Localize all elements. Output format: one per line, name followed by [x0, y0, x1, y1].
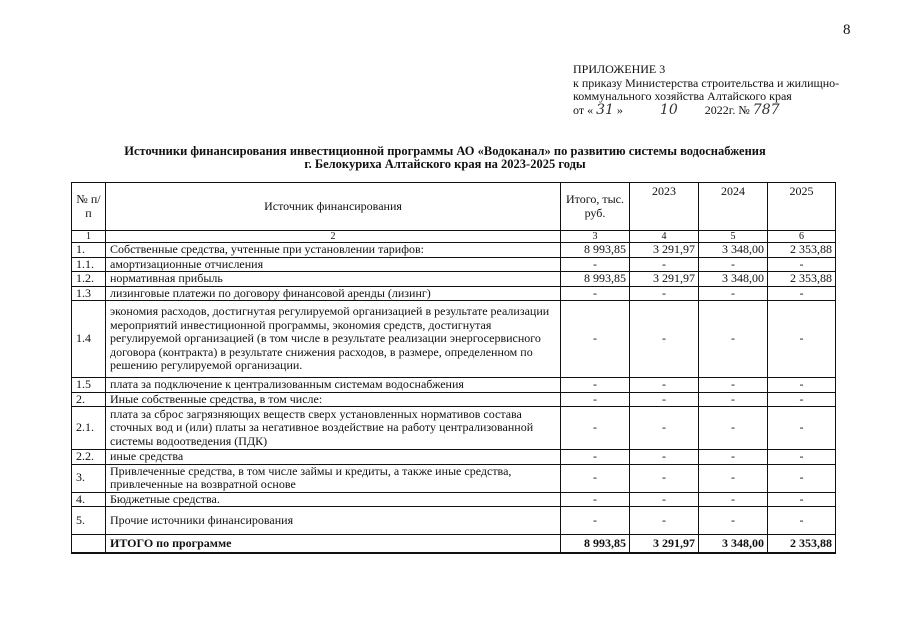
header-2025: 2025	[768, 183, 836, 231]
table-row	[72, 507, 836, 535]
row-2024: -	[699, 301, 768, 378]
appendix-header	[573, 63, 873, 117]
row-total: -	[561, 301, 630, 378]
title-line-1: Источники финансирования инвестиционной программы АО «Водоканал» по развитию системы водоснабжения	[124, 144, 766, 158]
table-header-row	[72, 183, 836, 231]
row-2023: -	[630, 450, 699, 465]
table-row	[72, 492, 836, 507]
row-2025: -	[768, 392, 836, 407]
index-cell: 6	[768, 231, 836, 243]
row-2025: -	[768, 286, 836, 301]
row-total: -	[561, 464, 630, 492]
row-2025: -	[768, 407, 836, 450]
row-number: 1.4	[72, 301, 106, 378]
row-source: амортизационные отчисления	[106, 257, 561, 272]
row-2024: 3 348,00	[699, 272, 768, 287]
appendix-title: ПРИЛОЖЕНИЕ 3	[573, 62, 666, 76]
row-2025: 2 353,88	[768, 272, 836, 287]
table-row	[72, 257, 836, 272]
order-year-label: 2022г. №	[704, 102, 750, 117]
row-source: Бюджетные средства.	[106, 492, 561, 507]
row-2025: -	[768, 464, 836, 492]
row-2025: -	[768, 492, 836, 507]
row-source: Привлеченные средства, в том числе займы и кредиты, а также иные средства, привлеченные на возвратной основе	[106, 464, 561, 492]
handwritten-month: 10	[659, 101, 678, 118]
row-total: -	[561, 407, 630, 450]
row-total: -	[561, 378, 630, 393]
row-2025: -	[768, 450, 836, 465]
total-2025: 2 353,88	[768, 535, 836, 554]
appendix-line-3: коммунального хозяйства Алтайского края	[573, 89, 792, 103]
table-row	[72, 407, 836, 450]
row-2023: -	[630, 507, 699, 535]
header-no: № п/п	[72, 183, 106, 231]
row-number: 5.	[72, 507, 106, 535]
row-2024: 3 348,00	[699, 243, 768, 258]
index-cell: 4	[630, 231, 699, 243]
row-2025: 2 353,88	[768, 243, 836, 258]
row-total: -	[561, 507, 630, 535]
row-2024: -	[699, 392, 768, 407]
row-total: -	[561, 257, 630, 272]
row-total: -	[561, 286, 630, 301]
row-2025: -	[768, 301, 836, 378]
row-source: нормативная прибыль	[106, 272, 561, 287]
row-source: Иные собственные средства, в том числе:	[106, 392, 561, 407]
row-number: 3.	[72, 464, 106, 492]
row-2023: 3 291,97	[630, 243, 699, 258]
table-row	[72, 272, 836, 287]
row-2023: -	[630, 378, 699, 393]
row-number: 2.1.	[72, 407, 106, 450]
row-total: -	[561, 450, 630, 465]
index-cell: 1	[72, 231, 106, 243]
total-row	[72, 535, 836, 554]
row-2024: -	[699, 464, 768, 492]
row-2023: -	[630, 407, 699, 450]
table-row	[72, 392, 836, 407]
index-cell: 2	[106, 231, 561, 243]
table-row	[72, 286, 836, 301]
table-row	[72, 378, 836, 393]
row-2023: -	[630, 392, 699, 407]
row-source: Собственные средства, учтенные при установлении тарифов:	[106, 243, 561, 258]
row-2023: -	[630, 286, 699, 301]
row-2025: -	[768, 257, 836, 272]
header-total: Итого, тыс. руб.	[561, 183, 630, 231]
index-cell: 5	[699, 231, 768, 243]
row-total: -	[561, 392, 630, 407]
row-2024: -	[699, 286, 768, 301]
row-number: 1.3	[72, 286, 106, 301]
row-2025: -	[768, 507, 836, 535]
row-source: Прочие источники финансирования	[106, 507, 561, 535]
row-2023: -	[630, 301, 699, 378]
row-2025: -	[768, 378, 836, 393]
title-line-2: г. Белокуриха Алтайского края на 2023-2025 годы	[304, 157, 586, 171]
table-row	[72, 464, 836, 492]
total-label: ИТОГО по программе	[106, 535, 561, 554]
table-row	[72, 450, 836, 465]
row-number: 1.2.	[72, 272, 106, 287]
date-mid: »	[616, 102, 623, 117]
financing-sources-table	[71, 182, 836, 554]
row-number: 2.2.	[72, 450, 106, 465]
row-number: 1.	[72, 243, 106, 258]
row-total: 8 993,85	[561, 243, 630, 258]
row-2024: -	[699, 378, 768, 393]
page-number: 8	[843, 22, 851, 38]
row-2023: -	[630, 257, 699, 272]
column-index-row	[72, 231, 836, 243]
total-no	[72, 535, 106, 554]
row-2023: -	[630, 464, 699, 492]
row-2024: -	[699, 492, 768, 507]
row-source: плата за подключение к централизованным системам водоснабжения	[106, 378, 561, 393]
table-row	[72, 243, 836, 258]
handwritten-order-number: 787	[752, 101, 780, 118]
row-2024: -	[699, 407, 768, 450]
header-2023: 2023	[630, 183, 699, 231]
handwritten-day: 31	[596, 101, 614, 118]
total-2023: 3 291,97	[630, 535, 699, 554]
row-source: экономия расходов, достигнутая регулируемой организацией в результате реализации мероприятий инвестиционной программы, экономия средств, достигнутая регулируемой организацией (в том числе в результате реализации энергосервисного договора (контракта) в результате снижения расходов, в размере, определенном по решению регулируемой организации.	[106, 301, 561, 378]
row-2024: -	[699, 507, 768, 535]
row-number: 1.1.	[72, 257, 106, 272]
row-number: 2.	[72, 392, 106, 407]
appendix-line-2: к приказу Министерства строительства и жилищно-	[573, 75, 840, 90]
row-total: -	[561, 492, 630, 507]
row-source: плата за сброс загрязняющих веществ сверх установленных нормативов состава сточных вод и (или) платы за негативное воздействие на работу централизованной системы водоотведения (ПДК)	[106, 407, 561, 450]
header-2024: 2024	[699, 183, 768, 231]
row-source: иные средства	[106, 450, 561, 465]
row-number: 1.5	[72, 378, 106, 393]
row-2024: -	[699, 450, 768, 465]
index-cell: 3	[561, 231, 630, 243]
document-title	[100, 145, 790, 171]
row-2024: -	[699, 257, 768, 272]
row-2023: 3 291,97	[630, 272, 699, 287]
table-row	[72, 301, 836, 378]
row-source: лизинговые платежи по договору финансовой аренды (лизинг)	[106, 286, 561, 301]
header-source: Источник финансирования	[106, 183, 561, 231]
total-sum: 8 993,85	[561, 535, 630, 554]
row-total: 8 993,85	[561, 272, 630, 287]
row-2023: -	[630, 492, 699, 507]
row-number: 4.	[72, 492, 106, 507]
total-2024: 3 348,00	[699, 535, 768, 554]
order-date-line	[573, 101, 873, 118]
date-prefix: от «	[573, 102, 594, 117]
